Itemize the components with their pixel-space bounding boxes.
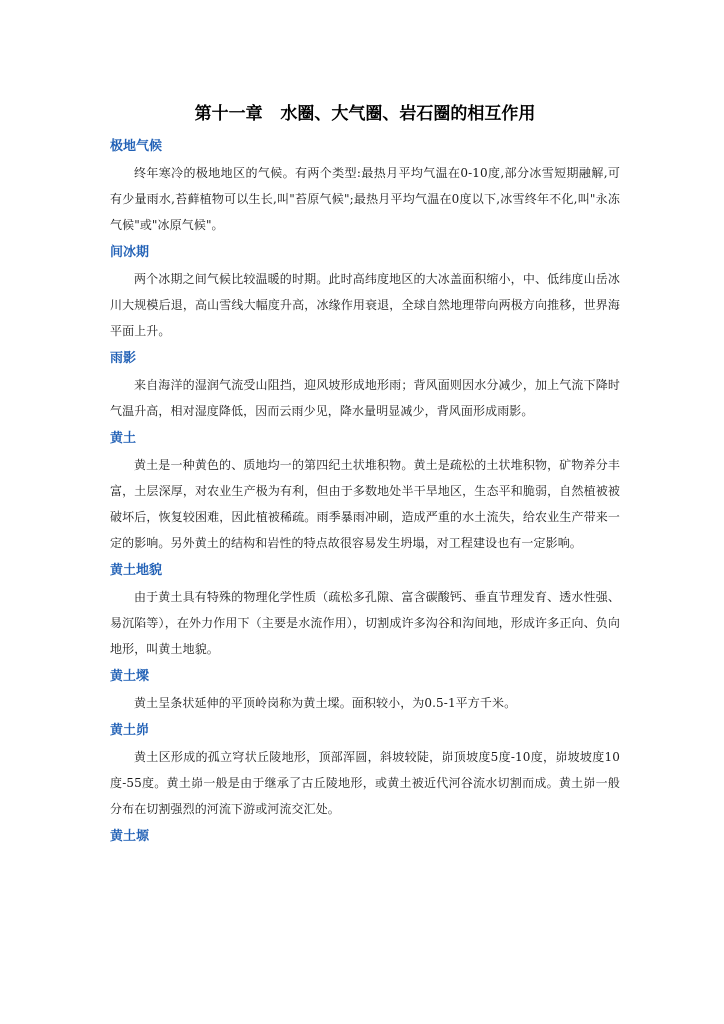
section-heading: 雨影 bbox=[110, 351, 137, 366]
section-heading: 极地气候 bbox=[110, 139, 163, 154]
section-loess-landform bbox=[110, 560, 620, 662]
section-loess bbox=[110, 428, 620, 556]
section-polar-climate bbox=[110, 136, 620, 238]
section-loess-tableland bbox=[110, 826, 620, 848]
section-interglacial bbox=[110, 242, 620, 344]
section-loess-ridge bbox=[110, 666, 620, 716]
document-page bbox=[110, 100, 620, 850]
section-paragraph: 两个冰期之间气候比较温暖的时期。此时高纬度地区的大冰盖面积缩小，中、低纬度山岳冰川大规模后退，高山雪线大幅度升高，冰缘作用衰退，全球自然地理带向两极方向推移，世界海平面上升。 bbox=[110, 272, 620, 338]
section-paragraph: 黄土区形成的孤立穹状丘陵地形，顶部浑圆，斜坡较陡，峁顶坡度5度-10度，峁坡坡度10度-55度。黄土峁一般是由于继承了古丘陵地形，或黄土被近代河谷流水切割而成。黄土峁一般分布在切割强烈的河流下游或河流交汇处。 bbox=[110, 750, 620, 816]
section-paragraph: 黄土是一种黄色的、质地均一的第四纪土状堆积物。黄土是疏松的土状堆积物，矿物养分丰富，土层深厚，对农业生产极为有利，但由于多数地处半干旱地区，生态平和脆弱，自然植被被破坏后，恢复较困难，因此植被稀疏。雨季暴雨冲刷，造成严重的水土流失，给农业生产带来一定的影响。另外黄土的结构和岩性的特点故很容易发生坍塌，对工程建设也有一定影响。 bbox=[110, 458, 620, 550]
section-heading: 黄土墚 bbox=[110, 669, 150, 684]
section-heading: 黄土地貌 bbox=[110, 563, 163, 578]
section-heading: 黄土塬 bbox=[110, 829, 150, 844]
section-loess-hill bbox=[110, 720, 620, 822]
section-paragraph: 黄土呈条状延伸的平顶岭岗称为黄土墚。面积较小，为0.5-1平方千米。 bbox=[134, 696, 517, 710]
chapter-title: 第十一章 水圈、大气圈、岩石圈的相互作用 bbox=[194, 104, 536, 124]
section-paragraph: 来自海洋的湿润气流受山阻挡，迎风坡形成地形雨；背风面则因水分减少，加上气流下降时气温升高，相对湿度降低，因而云雨少见，降水量明显减少，背风面形成雨影。 bbox=[110, 378, 620, 418]
section-rain-shadow bbox=[110, 348, 620, 424]
section-heading: 黄土 bbox=[110, 431, 137, 446]
section-paragraph: 由于黄土具有特殊的物理化学性质（疏松多孔隙、富含碳酸钙、垂直节理发育、透水性强、易沉陷等），在外力作用下（主要是水流作用），切割成许多沟谷和沟间地，形成许多正向、负向地形，叫黄土地貌。 bbox=[110, 590, 620, 656]
section-heading: 间冰期 bbox=[110, 245, 150, 260]
section-heading: 黄土峁 bbox=[110, 723, 150, 738]
section-paragraph: 终年寒冷的极地地区的气候。有两个类型:最热月平均气温在0-10度,部分冰雪短期融解,可有少量雨水,苔藓植物可以生长,叫"苔原气候";最热月平均气温在0度以下,冰雪终年不化,叫"永冻气候"或"冰原气候"。 bbox=[110, 166, 620, 232]
